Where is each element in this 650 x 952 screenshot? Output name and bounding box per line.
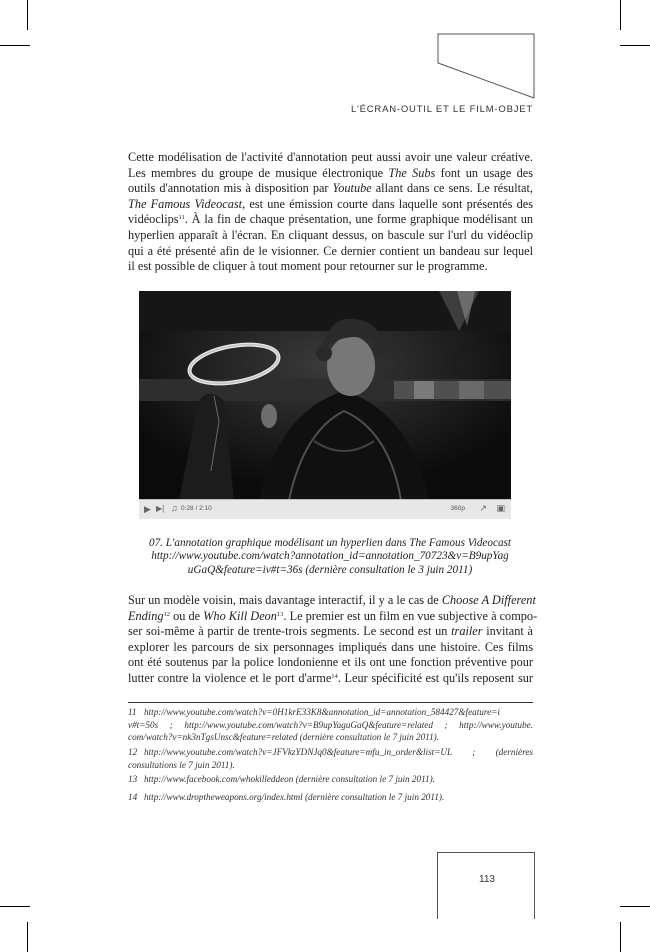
text-line: qui a été présenté afin de le visionner. Ce dernier contient un bandeau sur lequel xyxy=(128,243,533,258)
footnote-ref[interactable]: 12 xyxy=(163,610,171,618)
footnote-line: 14 http://www.droptheweapons.org/index.html (dernière consultation le 7 juin 2011). xyxy=(128,792,445,802)
video-still xyxy=(139,291,511,519)
footnote-ref[interactable]: 11 xyxy=(178,214,185,222)
text-line: Sur un modèle voisin, mais davantage interactif, il y a le cas de Choose A Different xyxy=(128,593,536,607)
footnote-line: consultations le 7 juin 2011). xyxy=(128,759,235,770)
caption-line: 07. L'annotation graphique modélisant un hyperlien dans The Famous Videocast xyxy=(148,537,512,549)
fullscreen-icon[interactable]: ▣ xyxy=(496,503,505,513)
crop-mark xyxy=(0,45,30,46)
header-frame xyxy=(437,33,535,99)
text-line: ont été soutenus par la police londonienne et ils ont une fonction préventive pour xyxy=(128,655,533,670)
footnote-ref[interactable]: 14 xyxy=(331,672,338,680)
text-line: vidéoclips$^{11}$. À la fin de chaque présentation, une forme graphique modélisant un xyxy=(128,212,533,227)
caption-line: uGaQ&feature=iv#t=36s (dernière consultation le 3 juin 2011) xyxy=(187,563,473,576)
footnote-line: v#t=50s ; http://www.youtube.com/watch?v=B9upYaguGaQ&feature=related ; http://www.youtube. xyxy=(128,719,533,730)
paragraph-1 xyxy=(128,150,533,275)
page-number: 113 xyxy=(479,874,495,885)
footnote-14 xyxy=(128,791,533,804)
text-line: The Famous Videocast, est une émission courte dans laquelle sont présentés des xyxy=(128,196,534,211)
text-line: Les membres du groupe de musique électronique The Subs font un usage des xyxy=(128,165,533,180)
figure-caption xyxy=(110,537,550,577)
footnote-line: 11 http://www.youtube.com/watch?v=0H1krE33K8&annotation_id=annotation_584427&feature=i xyxy=(128,707,500,717)
text-line: Cette modélisation de l'activité d'annotation peut aussi avoir une valeur créative. xyxy=(128,150,533,164)
caption-url[interactable]: http://www.youtube.com/watch?annotation_id=annotation_70723&v=B9upYag xyxy=(151,550,509,563)
text-line: lutter contre la violence et le port d'arme$^{14}$. Leur spécificité est qu'ils reposent sur xyxy=(128,670,533,685)
popout-icon[interactable]: ↗ xyxy=(479,503,487,513)
footnote-13 xyxy=(128,773,533,786)
footnote-line: 12 http://www.youtube.com/watch?v=JFVkzYDNJq0&feature=mfu_in_order&list=UL ; (dernières xyxy=(128,747,533,757)
footnote-line: com/watch?v=nk3nTgsUnsc&feature=related (dernière consultation le 7 juin 2011). xyxy=(128,732,440,743)
paragraph-2 xyxy=(128,593,538,687)
footnote-ref[interactable]: 13 xyxy=(276,610,284,618)
footnote-line: 13 http://www.facebook.com/whokilleddeon (dernière consultation le 7 juin 2011). xyxy=(128,774,435,784)
running-head: L'ÉCRAN-OUTIL ET LE FILM-OBJET xyxy=(350,104,533,115)
video-controls xyxy=(139,499,511,519)
quality-selector[interactable]: 360p xyxy=(450,505,465,512)
crop-mark xyxy=(620,922,621,952)
text-line: outils d'annotation mis à disposition par Youtube allant dans ce sens. Le résultat, xyxy=(128,181,533,196)
crop-mark xyxy=(620,45,650,46)
skip-icon[interactable]: ▶| xyxy=(156,504,165,513)
crop-mark xyxy=(620,0,621,30)
text-line: hyperlien apparaît à l'écran. En cliquant dessus, on bascule sur l'url du vidéoclip xyxy=(128,227,533,242)
crop-mark xyxy=(0,906,30,907)
footnote-rule xyxy=(128,702,533,703)
footnote-11 xyxy=(128,706,533,744)
text-line: Ending$^{12}$ ou de Who Kill Deon$^{13}$. Le premier est un film en vue subjective à compo- xyxy=(128,608,538,623)
crop-mark xyxy=(27,922,28,952)
footnote-12 xyxy=(128,746,533,771)
text-line: il est possible de cliquer à tout moment pour retourner sur le programme. xyxy=(128,259,488,274)
crop-mark xyxy=(620,906,650,907)
volume-icon[interactable]: ♫ xyxy=(171,503,178,513)
time-display: 0:28 / 2:10 xyxy=(181,505,212,512)
text-line: ser soi-même à partir de trente-trois segments. Le second est un trailer invitant à xyxy=(128,624,533,639)
play-icon[interactable]: ▶ xyxy=(144,504,151,514)
page-number-frame xyxy=(437,852,535,919)
video-frame-image xyxy=(139,291,511,500)
crop-mark xyxy=(27,0,28,30)
text-line: explorer les parcours de six personnages impliqués dans une histoire. Ces films xyxy=(128,639,533,654)
